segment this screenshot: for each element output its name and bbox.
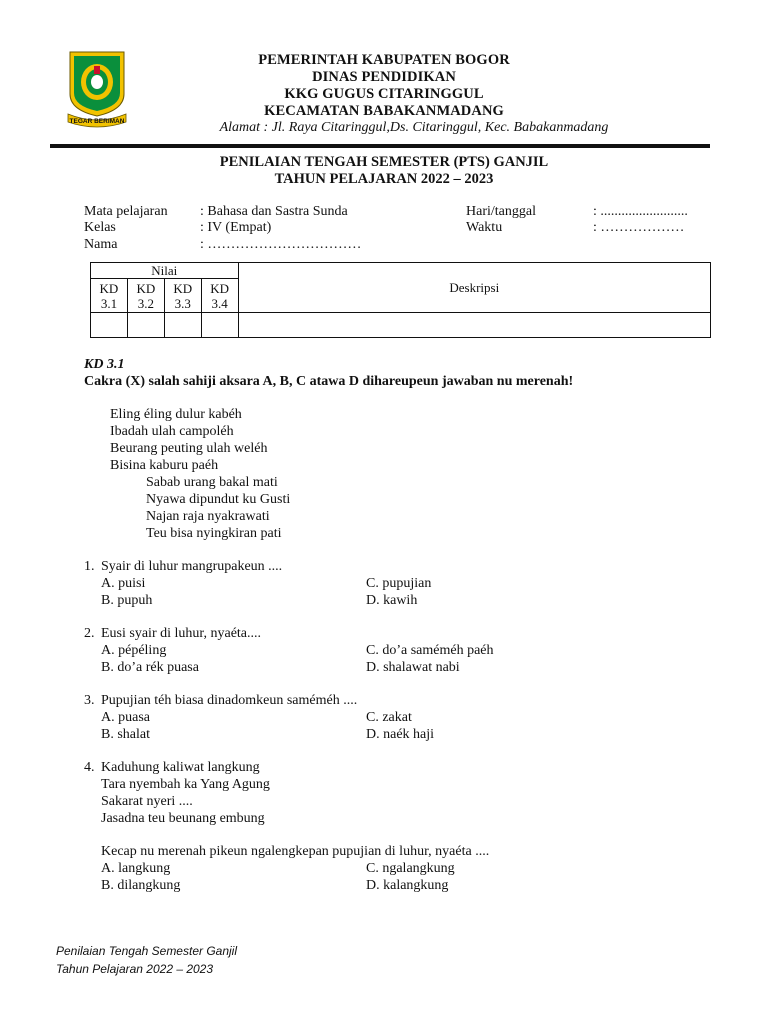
name-value: : …………………………… [200, 237, 362, 252]
time-label: Waktu [466, 220, 503, 235]
option-c[interactable]: C. do’a saméméh paéh [366, 643, 494, 658]
option-b[interactable]: B. pupuh [101, 593, 153, 608]
option-a[interactable]: A. puasa [101, 710, 150, 725]
kd-cell-3-3: KD 3.3 [164, 279, 201, 313]
class-value: : IV (Empat) [200, 220, 272, 235]
subject-value: : Bahasa dan Sastra Sunda [200, 204, 348, 219]
option-b[interactable]: B. dilangkung [101, 878, 181, 893]
day-value: : ......................... [593, 204, 688, 219]
option-c[interactable]: C. pupujian [366, 576, 432, 591]
instruction: Cakra (X) salah sahiji aksara A, B, C atawa D dihareupeun jawaban nu merenah! [84, 374, 574, 389]
option-d[interactable]: D. naék haji [366, 727, 435, 742]
question-number: 3. [84, 693, 95, 708]
kd-cell-3-2: KD 3.2 [127, 279, 164, 313]
option-a[interactable]: A. pépéling [101, 643, 167, 658]
question-verse-line: Sakarat nyeri .... [101, 794, 193, 809]
name-label: Nama [84, 237, 118, 252]
option-a[interactable]: A. puisi [101, 576, 146, 591]
grade-table [90, 262, 711, 338]
option-d[interactable]: D. shalawat nabi [366, 660, 460, 675]
header-line-1: PEMERINTAH KABUPATEN BOGOR [258, 52, 510, 68]
option-c[interactable]: C. ngalangkung [366, 861, 455, 876]
option-c[interactable]: C. zakat [366, 710, 412, 725]
option-d[interactable]: D. kalangkung [366, 878, 449, 893]
header-line-4: KECAMATAN BABAKANMADANG [264, 103, 504, 119]
exam-year: TAHUN PELAJARAN 2022 – 2023 [274, 171, 494, 187]
poem-line: Bisina kaburu paéh [110, 458, 219, 473]
poem-line: Eling éling dulur kabéh [110, 407, 242, 422]
exam-title: PENILAIAN TENGAH SEMESTER (PTS) GANJIL [219, 154, 549, 170]
kd-heading: KD 3.1 [84, 357, 125, 372]
score-cell-3-3[interactable] [164, 313, 201, 338]
question-number: 2. [84, 626, 95, 641]
kd-cell-3-4: KD 3.4 [201, 279, 238, 313]
option-b[interactable]: B. do’a rék puasa [101, 660, 199, 675]
class-label: Kelas [84, 220, 116, 235]
score-cell-3-2[interactable] [127, 313, 164, 338]
time-value: : ……………… [593, 220, 685, 235]
nilai-header: Nilai [91, 263, 239, 279]
score-cell-3-1[interactable] [91, 313, 128, 338]
question-text: Kaduhung kaliwat langkung [101, 760, 260, 775]
header-line-2: DINAS PENDIDIKAN [312, 69, 456, 85]
question-verse-line: Tara nyembah ka Yang Agung [101, 777, 270, 792]
question-text: Eusi syair di luhur, nyaéta.... [101, 626, 262, 641]
option-b[interactable]: B. shalat [101, 727, 150, 742]
poem-line: Ibadah ulah campoléh [110, 424, 234, 439]
poem-line: Beurang peuting ulah weléh [110, 441, 268, 456]
footer-line-1: Penilaian Tengah Semester Ganjil [56, 944, 238, 958]
poem-line: Najan raja nyakrawati [146, 509, 270, 524]
question-number: 1. [84, 559, 95, 574]
poem-line: Teu bisa nyingkiran pati [146, 526, 282, 541]
option-d[interactable]: D. kawih [366, 593, 418, 608]
day-label: Hari/tanggal [466, 204, 536, 219]
question-verse-line: Jasadna teu beunang embung [101, 811, 265, 826]
question-number: 4. [84, 760, 95, 775]
poem-line: Nyawa dipundut ku Gusti [146, 492, 291, 507]
score-cell-3-4[interactable] [201, 313, 238, 338]
header-divider [50, 144, 710, 148]
deskripsi-header: Deskripsi [238, 263, 710, 313]
subject-label: Mata pelajaran [84, 204, 168, 219]
svg-text:TEGAR BERIMAN: TEGAR BERIMAN [69, 118, 125, 125]
footer-line-2: Tahun Pelajaran 2022 – 2023 [56, 962, 214, 976]
header-line-3: KKG GUGUS CITARINGGUL [284, 86, 484, 102]
description-cell[interactable] [238, 313, 710, 338]
question-text: Syair di luhur mangrupakeun .... [101, 559, 283, 574]
poem-line: Sabab urang bakal mati [146, 475, 278, 490]
question-prompt: Kecap nu merenah pikeun ngalengkepan pupujian di luhur, nyaéta .... [101, 844, 490, 859]
question-text: Pupujian téh biasa dinadomkeun saméméh .... [101, 693, 358, 708]
option-a[interactable]: A. langkung [101, 861, 171, 876]
header-address: Alamat : Jl. Raya Citaringgul,Ds. Citaringgul, Kec. Babakanmadang [219, 120, 609, 135]
kd-cell-3-1: KD 3.1 [91, 279, 128, 313]
